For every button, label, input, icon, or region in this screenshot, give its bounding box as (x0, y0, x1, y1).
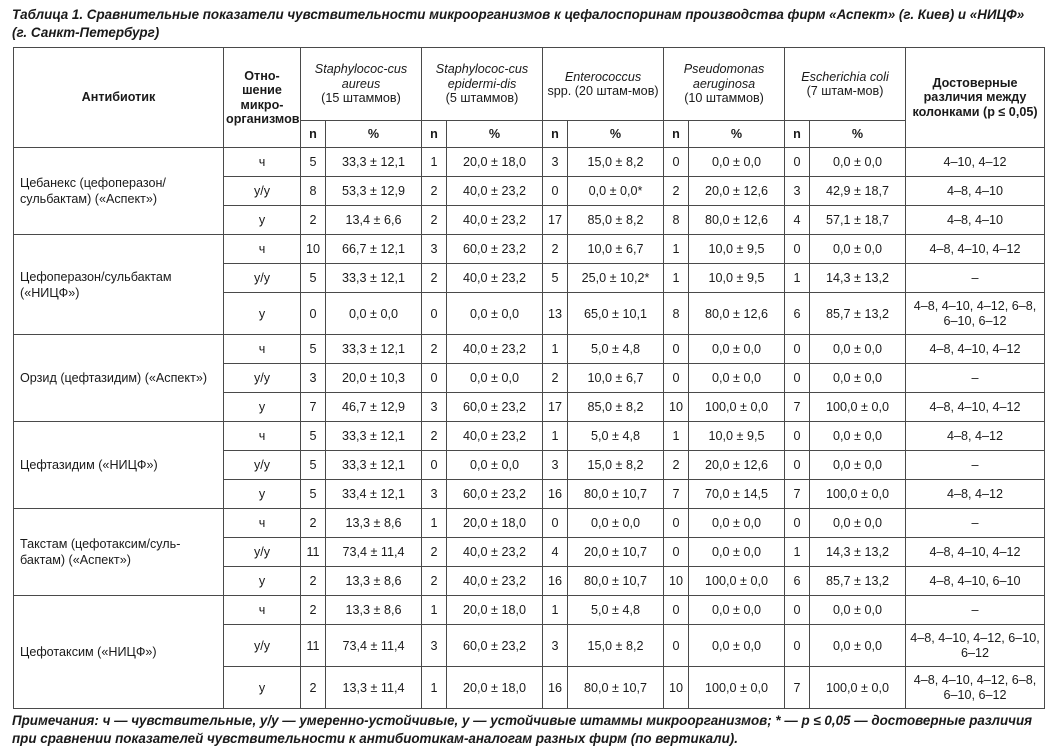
header-n: n (301, 121, 326, 148)
n-cell: 7 (301, 393, 326, 422)
n-cell: 5 (301, 480, 326, 509)
antibiotic-name: Цефтазидим («НИЦФ») (14, 422, 224, 509)
relation-cell: у/у (224, 625, 301, 667)
n-cell: 0 (664, 509, 689, 538)
significance-cell: – (906, 509, 1045, 538)
pct-cell: 80,0 ± 10,7 (568, 480, 664, 509)
n-cell: 0 (785, 509, 810, 538)
pct-cell: 73,4 ± 11,4 (326, 625, 422, 667)
table-row (14, 596, 1045, 625)
n-cell: 7 (785, 667, 810, 709)
n-cell: 0 (422, 451, 447, 480)
header-relation: Отно-шение микро-организмов (224, 48, 301, 148)
pct-cell: 13,3 ± 11,4 (326, 667, 422, 709)
pct-cell: 100,0 ± 0,0 (810, 480, 906, 509)
pct-cell: 0,0 ± 0,0 (689, 148, 785, 177)
pct-cell: 33,3 ± 12,1 (326, 148, 422, 177)
n-cell: 8 (301, 177, 326, 206)
relation-cell: у (224, 393, 301, 422)
n-cell: 1 (664, 422, 689, 451)
antibiotic-name: Цефоперазон/сульбактам («НИЦФ») (14, 235, 224, 335)
n-cell: 0 (422, 293, 447, 335)
n-cell: 2 (301, 567, 326, 596)
significance-cell: 4–8, 4–10, 4–12 (906, 538, 1045, 567)
n-cell: 2 (422, 264, 447, 293)
n-cell: 0 (785, 364, 810, 393)
table-row (14, 509, 1045, 538)
pct-cell: 0,0 ± 0,0 (447, 364, 543, 393)
pct-cell: 0,0 ± 0,0 (810, 451, 906, 480)
n-cell: 10 (301, 235, 326, 264)
n-cell: 0 (664, 538, 689, 567)
n-cell: 1 (664, 264, 689, 293)
pct-cell: 70,0 ± 14,5 (689, 480, 785, 509)
significance-cell: – (906, 364, 1045, 393)
header-pct: % (568, 121, 664, 148)
n-cell: 0 (785, 451, 810, 480)
relation-cell: ч (224, 148, 301, 177)
n-cell: 0 (664, 148, 689, 177)
n-cell: 7 (664, 480, 689, 509)
significance-cell: 4–8, 4–10, 4–12, 6–10, 6–12 (906, 625, 1045, 667)
pct-cell: 33,4 ± 12,1 (326, 480, 422, 509)
pct-cell: 65,0 ± 10,1 (568, 293, 664, 335)
n-cell: 2 (422, 206, 447, 235)
table-row (14, 148, 1045, 177)
significance-cell: – (906, 596, 1045, 625)
n-cell: 0 (664, 335, 689, 364)
pct-cell: 25,0 ± 10,2* (568, 264, 664, 293)
relation-cell: ч (224, 596, 301, 625)
n-cell: 3 (543, 451, 568, 480)
pct-cell: 40,0 ± 23,2 (447, 206, 543, 235)
significance-cell: 4–8, 4–10, 4–12 (906, 335, 1045, 364)
n-cell: 0 (785, 422, 810, 451)
significance-cell: – (906, 451, 1045, 480)
n-cell: 10 (664, 567, 689, 596)
pct-cell: 80,0 ± 12,6 (689, 293, 785, 335)
n-cell: 1 (543, 596, 568, 625)
significance-cell: 4–8, 4–10, 6–10 (906, 567, 1045, 596)
table-row (14, 335, 1045, 364)
n-cell: 1 (422, 596, 447, 625)
sensitivity-table-container (13, 47, 1044, 709)
table-footnote: Примечания: ч — чувствительные, у/у — умеренно-устойчивые, у — устойчивые штаммы микроорганизмов; * — p ≤ 0,05 — достоверные различия при сравнении показателей чувствительности к антибиотикам-аналогам разных фирм (по вертикали). (12, 713, 1033, 746)
n-cell: 4 (785, 206, 810, 235)
n-cell: 3 (422, 393, 447, 422)
pct-cell: 0,0 ± 0,0 (568, 509, 664, 538)
n-cell: 13 (543, 293, 568, 335)
pct-cell: 0,0 ± 0,0 (810, 335, 906, 364)
pct-cell: 0,0 ± 0,0 (689, 538, 785, 567)
pct-cell: 85,7 ± 13,2 (810, 293, 906, 335)
n-cell: 5 (543, 264, 568, 293)
significance-cell: 4–8, 4–12 (906, 480, 1045, 509)
n-cell: 11 (301, 538, 326, 567)
n-cell: 5 (301, 451, 326, 480)
n-cell: 5 (301, 422, 326, 451)
significance-cell: 4–8, 4–10 (906, 206, 1045, 235)
pct-cell: 60,0 ± 23,2 (447, 393, 543, 422)
pct-cell: 0,0 ± 0,0 (689, 509, 785, 538)
pct-cell: 20,0 ± 18,0 (447, 148, 543, 177)
n-cell: 2 (422, 422, 447, 451)
pct-cell: 5,0 ± 4,8 (568, 596, 664, 625)
significance-cell: 4–8, 4–10, 4–12, 6–8, 6–10, 6–12 (906, 667, 1045, 709)
relation-cell: ч (224, 422, 301, 451)
n-cell: 6 (785, 567, 810, 596)
relation-cell: у (224, 206, 301, 235)
pct-cell: 15,0 ± 8,2 (568, 148, 664, 177)
pct-cell: 20,0 ± 18,0 (447, 509, 543, 538)
pct-cell: 42,9 ± 18,7 (810, 177, 906, 206)
pct-cell: 10,0 ± 6,7 (568, 235, 664, 264)
pct-cell: 33,3 ± 12,1 (326, 264, 422, 293)
relation-cell: у/у (224, 177, 301, 206)
n-cell: 0 (422, 364, 447, 393)
n-cell: 0 (785, 235, 810, 264)
n-cell: 0 (664, 364, 689, 393)
table-body (14, 148, 1045, 709)
significance-cell: 4–8, 4–10, 4–12 (906, 393, 1045, 422)
n-cell: 1 (543, 335, 568, 364)
pct-cell: 53,3 ± 12,9 (326, 177, 422, 206)
pct-cell: 20,0 ± 10,7 (568, 538, 664, 567)
significance-cell: 4–10, 4–12 (906, 148, 1045, 177)
pct-cell: 0,0 ± 0,0 (810, 364, 906, 393)
pct-cell: 20,0 ± 12,6 (689, 177, 785, 206)
sensitivity-table (13, 47, 1045, 709)
n-cell: 16 (543, 567, 568, 596)
n-cell: 11 (301, 625, 326, 667)
pct-cell: 5,0 ± 4,8 (568, 335, 664, 364)
pct-cell: 85,0 ± 8,2 (568, 206, 664, 235)
pct-cell: 0,0 ± 0,0* (568, 177, 664, 206)
pct-cell: 10,0 ± 9,5 (689, 235, 785, 264)
n-cell: 0 (664, 625, 689, 667)
pct-cell: 0,0 ± 0,0 (810, 509, 906, 538)
header-pct: % (326, 121, 422, 148)
n-cell: 7 (785, 480, 810, 509)
pct-cell: 10,0 ± 9,5 (689, 264, 785, 293)
n-cell: 3 (422, 235, 447, 264)
n-cell: 3 (301, 364, 326, 393)
header-organism: Staphylococ-cus aureus (15 штаммов) (301, 48, 422, 121)
pct-cell: 57,1 ± 18,7 (810, 206, 906, 235)
header-antibiotic: Антибиотик (14, 48, 224, 148)
antibiotic-name: Цефотаксим («НИЦФ») (14, 596, 224, 709)
n-cell: 2 (301, 206, 326, 235)
antibiotic-name: Такстам (цефотаксим/суль-бактам) («Аспект») (14, 509, 224, 596)
pct-cell: 0,0 ± 0,0 (810, 148, 906, 177)
pct-cell: 0,0 ± 0,0 (810, 596, 906, 625)
header-pct: % (689, 121, 785, 148)
pct-cell: 85,7 ± 13,2 (810, 567, 906, 596)
antibiotic-name: Цебанекс (цефоперазон/ сульбактам) («Аспект») (14, 148, 224, 235)
pct-cell: 13,3 ± 8,6 (326, 596, 422, 625)
pct-cell: 20,0 ± 12,6 (689, 451, 785, 480)
n-cell: 17 (543, 206, 568, 235)
pct-cell: 14,3 ± 13,2 (810, 264, 906, 293)
relation-cell: у (224, 293, 301, 335)
relation-cell: ч (224, 235, 301, 264)
n-cell: 0 (301, 293, 326, 335)
pct-cell: 13,3 ± 8,6 (326, 509, 422, 538)
n-cell: 2 (422, 567, 447, 596)
relation-cell: ч (224, 335, 301, 364)
n-cell: 2 (301, 596, 326, 625)
pct-cell: 66,7 ± 12,1 (326, 235, 422, 264)
n-cell: 2 (664, 451, 689, 480)
n-cell: 3 (543, 148, 568, 177)
table-row (14, 235, 1045, 264)
header-organism: Pseudomonas aeruginosa (10 штаммов) (664, 48, 785, 121)
significance-cell: 4–8, 4–10, 4–12 (906, 235, 1045, 264)
n-cell: 17 (543, 393, 568, 422)
pct-cell: 40,0 ± 23,2 (447, 567, 543, 596)
n-cell: 5 (301, 335, 326, 364)
n-cell: 1 (422, 148, 447, 177)
pct-cell: 0,0 ± 0,0 (810, 422, 906, 451)
n-cell: 0 (785, 335, 810, 364)
pct-cell: 60,0 ± 23,2 (447, 480, 543, 509)
relation-cell: у (224, 667, 301, 709)
pct-cell: 80,0 ± 10,7 (568, 567, 664, 596)
pct-cell: 80,0 ± 12,6 (689, 206, 785, 235)
header-pct: % (810, 121, 906, 148)
n-cell: 2 (543, 364, 568, 393)
table-row (14, 422, 1045, 451)
pct-cell: 0,0 ± 0,0 (689, 364, 785, 393)
pct-cell: 40,0 ± 23,2 (447, 264, 543, 293)
relation-cell: у/у (224, 364, 301, 393)
pct-cell: 40,0 ± 23,2 (447, 422, 543, 451)
header-n: n (422, 121, 447, 148)
pct-cell: 13,3 ± 8,6 (326, 567, 422, 596)
pct-cell: 20,0 ± 18,0 (447, 667, 543, 709)
pct-cell: 100,0 ± 0,0 (810, 393, 906, 422)
pct-cell: 0,0 ± 0,0 (689, 625, 785, 667)
table-caption: Таблица 1. Сравнительные показатели чувствительности микроорганизмов к цефалоспоринам производства фирм «Аспект» (г. Киев) и «НИЦФ» (г. Санкт-Петербург) (12, 7, 1025, 40)
relation-cell: у/у (224, 538, 301, 567)
header-n: n (664, 121, 689, 148)
n-cell: 1 (664, 235, 689, 264)
pct-cell: 15,0 ± 8,2 (568, 451, 664, 480)
pct-cell: 60,0 ± 23,2 (447, 625, 543, 667)
header-organism: Staphylococ-cus epidermi-dis (5 штаммов) (422, 48, 543, 121)
n-cell: 2 (422, 177, 447, 206)
n-cell: 5 (301, 148, 326, 177)
pct-cell: 10,0 ± 6,7 (568, 364, 664, 393)
n-cell: 0 (785, 148, 810, 177)
n-cell: 16 (543, 480, 568, 509)
significance-cell: – (906, 264, 1045, 293)
pct-cell: 5,0 ± 4,8 (568, 422, 664, 451)
header-pct: % (447, 121, 543, 148)
relation-cell: у (224, 480, 301, 509)
n-cell: 0 (664, 596, 689, 625)
pct-cell: 15,0 ± 8,2 (568, 625, 664, 667)
n-cell: 16 (543, 667, 568, 709)
header-organism: Enterococcus spp. (20 штам-мов) (543, 48, 664, 121)
n-cell: 0 (785, 596, 810, 625)
header-organism: Escherichia coli (7 штам-мов) (785, 48, 906, 121)
n-cell: 2 (301, 667, 326, 709)
n-cell: 3 (422, 625, 447, 667)
n-cell: 1 (422, 667, 447, 709)
antibiotic-name: Орзид (цефтазидим) («Аспект») (14, 335, 224, 422)
pct-cell: 40,0 ± 23,2 (447, 538, 543, 567)
n-cell: 2 (543, 235, 568, 264)
pct-cell: 0,0 ± 0,0 (810, 235, 906, 264)
relation-cell: у/у (224, 264, 301, 293)
pct-cell: 0,0 ± 0,0 (326, 293, 422, 335)
significance-cell: 4–8, 4–10 (906, 177, 1045, 206)
pct-cell: 0,0 ± 0,0 (689, 596, 785, 625)
n-cell: 3 (422, 480, 447, 509)
pct-cell: 100,0 ± 0,0 (689, 393, 785, 422)
pct-cell: 40,0 ± 23,2 (447, 335, 543, 364)
pct-cell: 0,0 ± 0,0 (810, 625, 906, 667)
n-cell: 1 (785, 264, 810, 293)
relation-cell: у (224, 567, 301, 596)
pct-cell: 33,3 ± 12,1 (326, 451, 422, 480)
n-cell: 2 (664, 177, 689, 206)
n-cell: 8 (664, 293, 689, 335)
significance-cell: 4–8, 4–10, 4–12, 6–8, 6–10, 6–12 (906, 293, 1045, 335)
n-cell: 3 (543, 625, 568, 667)
pct-cell: 73,4 ± 11,4 (326, 538, 422, 567)
n-cell: 2 (301, 509, 326, 538)
relation-cell: ч (224, 509, 301, 538)
pct-cell: 80,0 ± 10,7 (568, 667, 664, 709)
n-cell: 4 (543, 538, 568, 567)
pct-cell: 100,0 ± 0,0 (689, 667, 785, 709)
n-cell: 6 (785, 293, 810, 335)
pct-cell: 60,0 ± 23,2 (447, 235, 543, 264)
n-cell: 0 (543, 509, 568, 538)
header-n: n (785, 121, 810, 148)
n-cell: 2 (422, 335, 447, 364)
pct-cell: 40,0 ± 23,2 (447, 177, 543, 206)
header-significant-differences: Достоверные различия между колонками (p ≤ 0,05) (906, 48, 1045, 148)
pct-cell: 46,7 ± 12,9 (326, 393, 422, 422)
n-cell: 0 (785, 625, 810, 667)
header-n: n (543, 121, 568, 148)
n-cell: 0 (543, 177, 568, 206)
pct-cell: 0,0 ± 0,0 (689, 335, 785, 364)
pct-cell: 85,0 ± 8,2 (568, 393, 664, 422)
pct-cell: 10,0 ± 9,5 (689, 422, 785, 451)
n-cell: 1 (422, 509, 447, 538)
n-cell: 5 (301, 264, 326, 293)
n-cell: 1 (543, 422, 568, 451)
pct-cell: 33,3 ± 12,1 (326, 422, 422, 451)
n-cell: 7 (785, 393, 810, 422)
significance-cell: 4–8, 4–12 (906, 422, 1045, 451)
pct-cell: 13,4 ± 6,6 (326, 206, 422, 235)
n-cell: 3 (785, 177, 810, 206)
pct-cell: 0,0 ± 0,0 (447, 293, 543, 335)
relation-cell: у/у (224, 451, 301, 480)
pct-cell: 100,0 ± 0,0 (810, 667, 906, 709)
pct-cell: 20,0 ± 10,3 (326, 364, 422, 393)
pct-cell: 33,3 ± 12,1 (326, 335, 422, 364)
n-cell: 10 (664, 393, 689, 422)
n-cell: 2 (422, 538, 447, 567)
n-cell: 10 (664, 667, 689, 709)
pct-cell: 14,3 ± 13,2 (810, 538, 906, 567)
pct-cell: 20,0 ± 18,0 (447, 596, 543, 625)
n-cell: 8 (664, 206, 689, 235)
pct-cell: 0,0 ± 0,0 (447, 451, 543, 480)
n-cell: 1 (785, 538, 810, 567)
pct-cell: 100,0 ± 0,0 (689, 567, 785, 596)
